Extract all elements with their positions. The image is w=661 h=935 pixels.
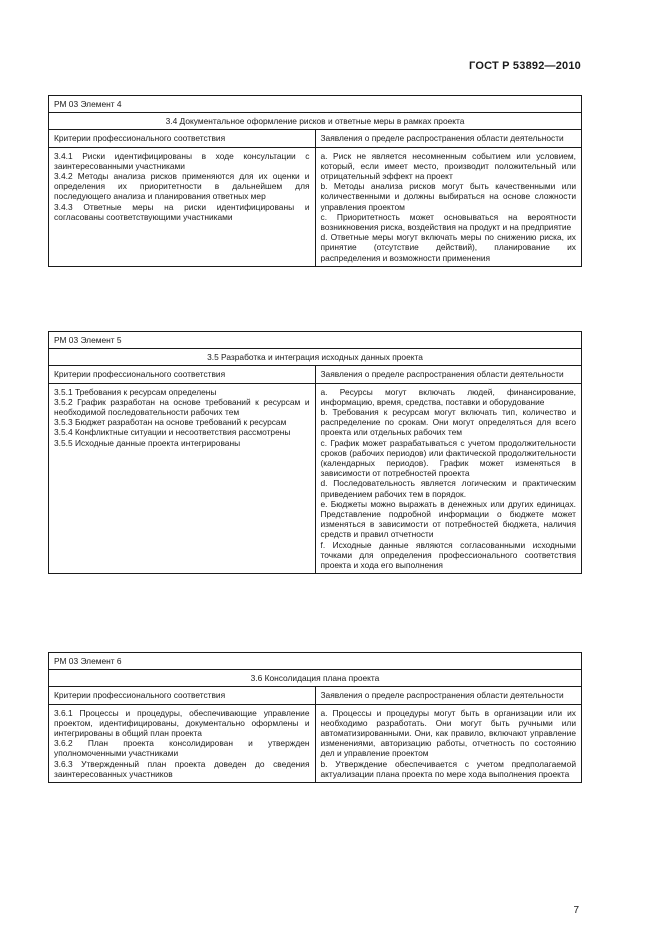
criteria-item: 3.5.4 Конфликтные ситуации и несоответствия рассмотрены <box>54 427 291 438</box>
scope-cell <box>315 704 582 782</box>
criteria-item: 3.5.3 Бюджет разработан на основе требований к ресурсам <box>54 417 287 428</box>
element-label: РМ 03 Элемент 6 <box>49 653 582 670</box>
criteria-column-header: Критерии профессионального соответствия <box>49 687 316 704</box>
element-title: 3.4 Документальное оформление рисков и ответные меры в рамках проекта <box>49 113 582 130</box>
criteria-item: 3.6.1 Процессы и процедуры, обеспечивающие управление проектом, идентифицированы, документально оформлены и интегрированы в общий план проекта <box>54 707 310 739</box>
scope-cell <box>315 147 582 266</box>
scope-item: b. Утверждение обеспечивается с учетом предполагаемой актуализации плана проекта по мере хода выполнения проекта <box>320 758 576 779</box>
scope-item: f. Исходные данные являются согласованными исходными точками для определения профессионального соответствия проекта и хода его выполнения <box>320 539 576 571</box>
criteria-item: 3.4.1 Риски идентифицированы в ходе консультации с заинтересованными участниками <box>54 150 310 171</box>
criteria-item: 3.5.2 График разработан на основе требований к ресурсам и необходимой последовательности рабочих тем <box>54 396 310 418</box>
scope-item: c. График может разрабатываться с учетом продолжительности сроков (рабочих периодов) или фактической продолжительности (календарных периодов). График может изменяться в зависимости от потребностей проекта <box>320 437 576 479</box>
scope-item: b. Методы анализа рисков могут быть качественными или количественными и должны выбираться на основе сложности управления проектом <box>320 181 576 212</box>
element-table-5 <box>48 331 582 574</box>
criteria-cell <box>49 704 316 782</box>
element-title: 3.6 Консолидация плана проекта <box>49 670 582 687</box>
element-table-4 <box>48 95 582 267</box>
scope-item: d. Ответные меры могут включать меры по снижению риска, их принятие (отсутствие действий), планирование их распределения и возможности применения <box>320 232 576 263</box>
criteria-item: 3.5.5 Исходные данные проекта интегрированы <box>54 437 241 448</box>
criteria-column-header: Критерии профессионального соответствия <box>49 130 316 147</box>
criteria-item: 3.4.2 Методы анализа рисков применяются для их оценки и определения их приоритетности в дальнейшем для последующего анализа и планирования ответных мер <box>54 171 310 202</box>
criteria-item: 3.5.1 Требования к ресурсам определены <box>54 386 217 397</box>
element-table-6 <box>48 652 582 783</box>
scope-item: d. Последовательность является логическим и практическим приведением рабочих тем в порядок. <box>320 478 576 499</box>
scope-item: c. Приоритетность может основываться на вероятности возникновения риска, воздействия на продукт и на предприятие <box>320 211 576 233</box>
criteria-column-header: Критерии профессионального соответствия <box>49 366 316 383</box>
page-number: 7 <box>573 905 579 916</box>
scope-item: e. Бюджеты можно выражать в денежных или других единицах. Представление подробной информации о бюджете может изменяться в зависимости от потребностей бюджета, наличия средств и правил отчетности <box>320 498 576 540</box>
scope-item: a. Ресурсы могут включать людей, финансирование, информацию, время, средства, поставки и оборудование <box>320 386 576 407</box>
criteria-item: 3.6.2 План проекта консолидирован и утвержден уполномоченными участниками <box>54 738 310 759</box>
scope-column-header: Заявления о пределе распространения области деятельности <box>315 366 582 383</box>
scope-item: b. Требования к ресурсам могут включать тип, количество и распределение по срокам. Они могут определяться для всего проекта или отдельных рабочих тем <box>320 407 576 438</box>
criteria-item: 3.4.3 Ответные меры на риски идентифицированы и согласованы соответствующими участниками <box>54 201 310 222</box>
standard-header: ГОСТ Р 53892—2010 <box>469 60 581 72</box>
element-label: РМ 03 Элемент 4 <box>49 96 582 113</box>
criteria-cell <box>49 383 316 574</box>
criteria-cell <box>49 147 316 266</box>
scope-column-header: Заявления о пределе распространения области деятельности <box>315 687 582 704</box>
element-label: РМ 03 Элемент 5 <box>49 332 582 349</box>
element-title: 3.5 Разработка и интеграция исходных данных проекта <box>49 349 582 366</box>
criteria-item: 3.6.3 Утвержденный план проекта доведен до сведения заинтересованных участников <box>54 758 310 779</box>
scope-item: a. Процессы и процедуры могут быть в организации или их необходимо разработать. Они могут быть ручными или автоматизированными. Они, как правило, включают управление изменениями, авторизацию работы, отчетность по состоянию дел и управление проектом <box>320 707 576 759</box>
scope-item: a. Риск не является несомненным событием или условием, который, если имеет место, производит положительный или отрицательный эффект на проект <box>320 150 576 182</box>
scope-column-header: Заявления о пределе распространения области деятельности <box>315 130 582 147</box>
scope-cell <box>315 383 582 574</box>
